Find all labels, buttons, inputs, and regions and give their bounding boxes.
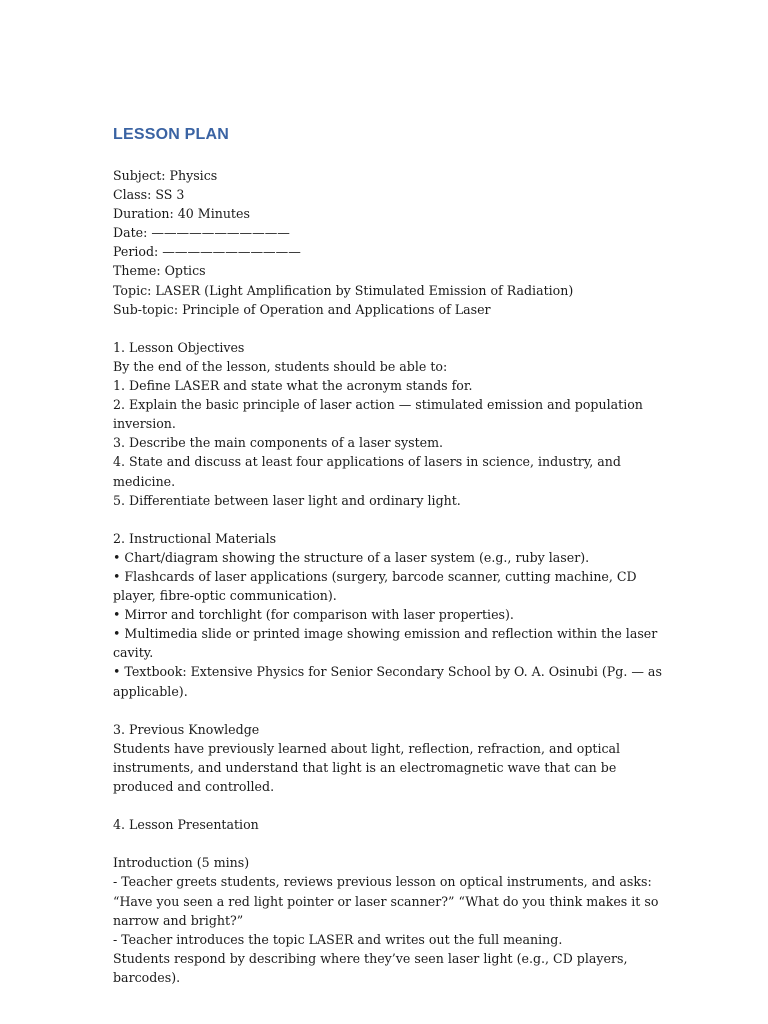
presentation-item: - Teacher introduces the topic LASER and writes out the full meaning. <box>113 931 563 947</box>
topic-line: Topic: LASER (Light Amplification by Stimulated Emission of Radiation) <box>113 282 574 298</box>
introduction-heading: Introduction (5 mins) <box>113 855 250 871</box>
material-item: • Mirror and torchlight (for comparison with laser properties). <box>113 607 514 623</box>
material-item: • Chart/diagram showing the structure of a laser system (e.g., ruby laser). <box>113 549 590 565</box>
material-item: • Multimedia slide or printed image showing emission and reflection within the laser cavity. <box>113 626 658 661</box>
material-item: • Flashcards of laser applications (surgery, barcode scanner, cutting machine, CD player, fibre-optic communication). <box>113 568 637 604</box>
spacer <box>113 510 673 529</box>
spacer <box>113 319 673 338</box>
presentation-heading: 4. Lesson Presentation <box>113 817 259 833</box>
document-title: LESSON PLAN <box>113 126 229 143</box>
duration-line: Duration: 40 Minutes <box>113 206 250 222</box>
theme-line: Theme: Optics <box>113 263 206 279</box>
class-line: Class: SS 3 <box>113 187 185 203</box>
objective-item: 3. Describe the main components of a laser system. <box>113 435 444 451</box>
date-line: Date: ——————————— <box>113 225 290 241</box>
objective-item: 5. Differentiate between laser light and ordinary light. <box>113 492 461 508</box>
subtopic-line: Sub-topic: Principle of Operation and Applications of Laser <box>113 301 491 317</box>
document-page <box>113 124 673 987</box>
presentation-item: Students respond by describing where they’ve seen laser light (e.g., CD players, barcodes). <box>113 950 628 985</box>
previous-knowledge-heading: 3. Previous Knowledge <box>113 721 260 737</box>
materials-heading: 2. Instructional Materials <box>113 530 277 546</box>
spacer <box>113 796 673 815</box>
spacer <box>113 834 673 853</box>
objective-item: 1. Define LASER and state what the acronym stands for. <box>113 378 473 394</box>
material-item: • Textbook: Extensive Physics for Senior Secondary School by O. A. Osinubi (Pg. — as applicable). <box>113 664 662 699</box>
objectives-heading: 1. Lesson Objectives <box>113 339 245 355</box>
objectives-intro: By the end of the lesson, students should be able to: <box>113 358 448 374</box>
presentation-item: - Teacher greets students, reviews previous lesson on optical instruments, and asks: “Have you seen a red light pointer or laser scanner?” “What do you think makes it so narrow and bright?” <box>113 874 659 928</box>
spacer <box>113 701 673 720</box>
objective-item: 4. State and discuss at least four applications of lasers in science, industry, and medicine. <box>113 454 621 489</box>
previous-knowledge-text: Students have previously learned about light, reflection, refraction, and optical instruments, and understand that light is an electromagnetic wave that can be produced and controlled. <box>113 740 621 794</box>
subject-line: Subject: Physics <box>113 168 218 183</box>
period-line: Period: ——————————— <box>113 244 301 260</box>
objective-item: 2. Explain the basic principle of laser action — stimulated emission and population inversion. <box>113 397 643 432</box>
